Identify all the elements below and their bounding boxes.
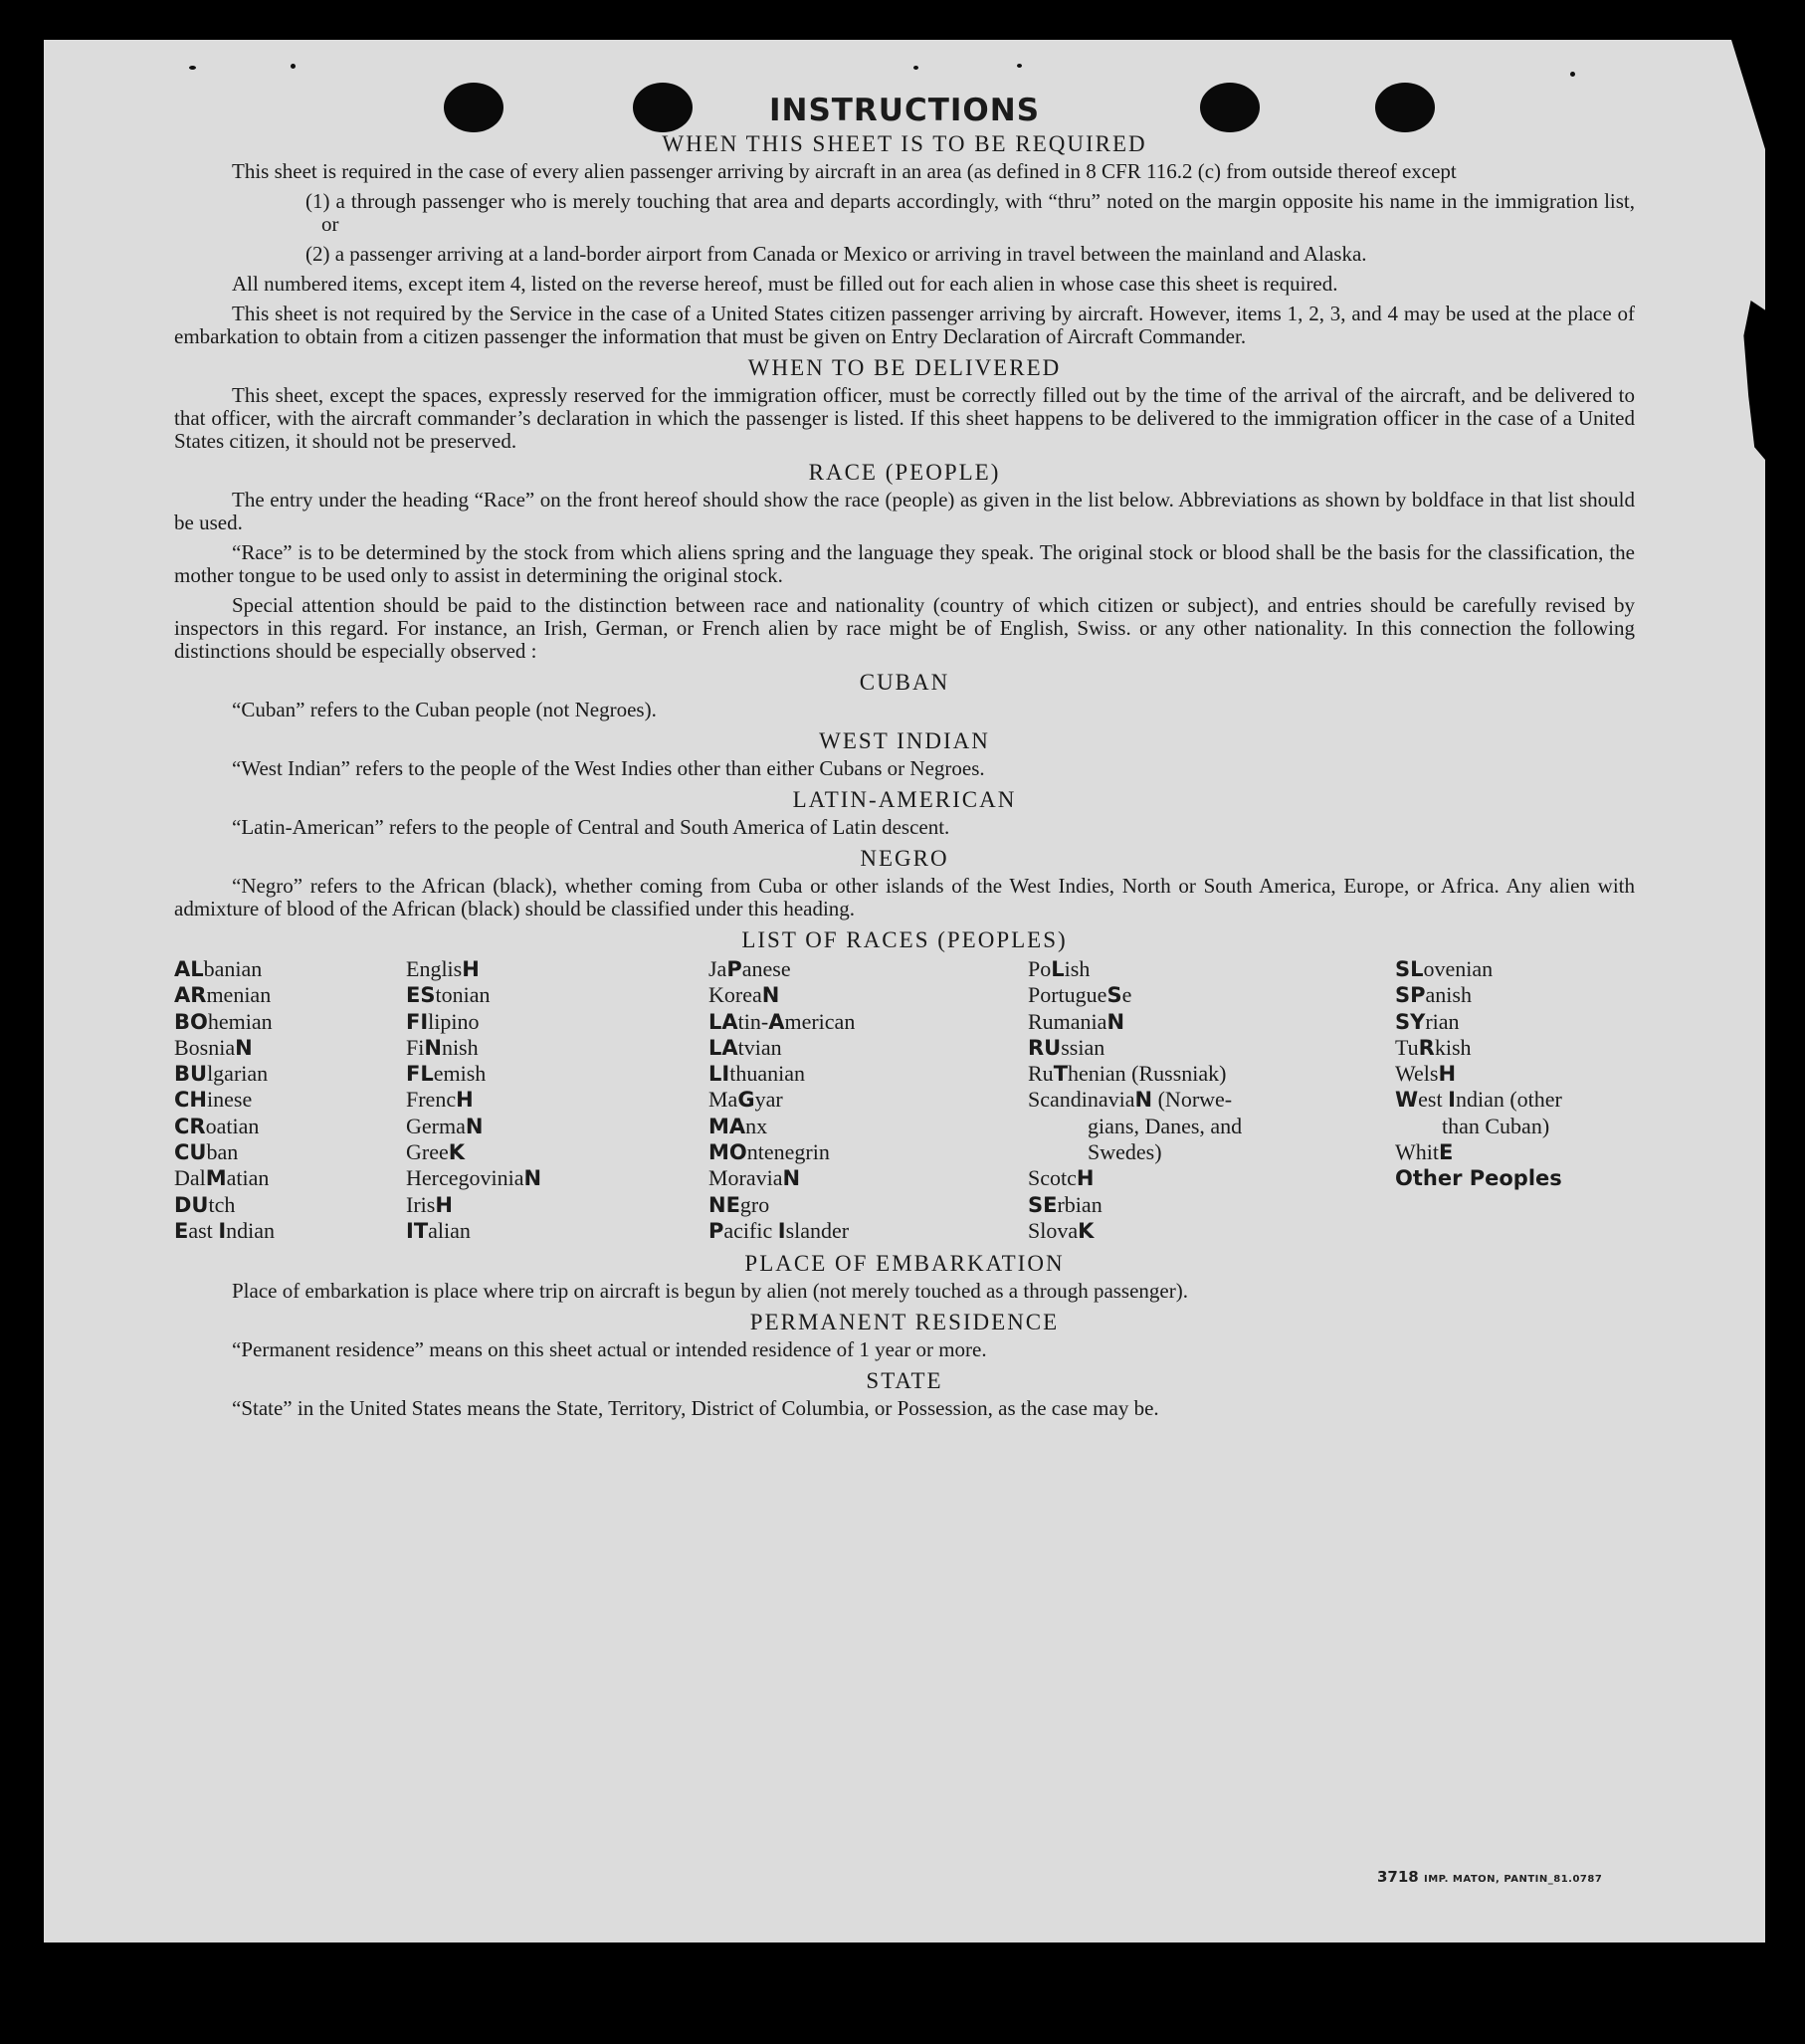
race-item: MaGyar: [708, 1087, 783, 1113]
paragraph: “Race” is to be determined by the stock from which aliens spring and the language they speak. The original stock or blood shall be the basis for the classification, the mother tongue to be used only to assist in determining the original stock.: [174, 540, 1635, 587]
race-item: IrisH: [406, 1191, 453, 1217]
race-item: PoLish: [1028, 956, 1091, 981]
paragraph: The entry under the heading “Race” on the front hereof should show the race (people) as given in the list below. Abbreviations as shown by boldface in that list should be used.: [174, 488, 1635, 534]
section-heading: WHEN TO BE DELIVERED: [747, 355, 1062, 380]
race-item: ScotcH: [1028, 1165, 1095, 1191]
race-item: BUlgarian: [174, 1061, 269, 1087]
section-heading: PERMANENT RESIDENCE: [749, 1310, 1060, 1335]
races-column-1: [174, 956, 406, 1244]
race-item: MOntenegrin: [708, 1139, 830, 1165]
race-item: DUtch: [174, 1191, 236, 1217]
race-item: ARmenian: [174, 982, 272, 1008]
race-item: Pacific Islander: [708, 1217, 850, 1243]
race-item: SPanish: [1395, 982, 1472, 1008]
race-item: BosniaN: [174, 1034, 253, 1060]
race-item: EStonian: [406, 982, 491, 1008]
section-heading: WHEN THIS SHEET IS TO BE REQUIRED: [662, 131, 1147, 156]
section-heading: PLACE OF EMBARKATION: [744, 1251, 1065, 1277]
paragraph: This sheet, except the spaces, expressly reserved for the immigration officer, must be correctly filled out by the time of the arrival of the aircraft, and be delivered to that officer, with the aircraft commander’s declaration in which the passenger is listed. If this sheet happens to be delivered to the immigration officer in the case of a United States citizen, it should not be preserved.: [174, 383, 1635, 453]
race-item: Other Peoples: [1395, 1166, 1562, 1191]
torn-corner: [1731, 40, 1765, 149]
printer-mark: IMP. MATON, PANTIN_81.0787: [1423, 1874, 1603, 1885]
race-item: SYrian: [1395, 1008, 1460, 1034]
section-heading: WEST INDIAN: [819, 728, 990, 753]
speck: [291, 64, 296, 69]
list-heading: LIST OF RACES (PEOPLES): [741, 927, 1068, 952]
section-heading: STATE: [866, 1368, 943, 1394]
race-item: PortugueSe: [1028, 982, 1132, 1008]
races-list: [174, 956, 1635, 1244]
race-item: MoraviaN: [708, 1165, 801, 1191]
exception-item: (1) a through passenger who is merely touching that area and departs accordingly, with “thru” noted on the margin opposite his name in the immigration list, or: [305, 189, 1635, 236]
race-item: CHinese: [174, 1087, 253, 1113]
race-item: FLemish: [406, 1061, 487, 1087]
races-column-5: [1395, 956, 1635, 1244]
race-item: RumaniaN: [1028, 1008, 1125, 1034]
section-heading: LATIN-AMERICAN: [792, 787, 1017, 812]
paragraph: This sheet is required in the case of every alien passenger arriving by aircraft in an area (as defined in 8 CFR 116.2 (c) from outside thereof except: [232, 159, 1457, 183]
race-item: TuRkish: [1395, 1034, 1472, 1060]
page-title: INSTRUCTIONS: [768, 93, 1041, 128]
race-item: ALbanian: [174, 956, 263, 981]
race-item: SErbian: [1028, 1191, 1103, 1217]
race-item: ScandinaviaN (Norwe- gians, Danes, and Swedes): [1028, 1087, 1243, 1165]
race-item: GermaN: [406, 1113, 484, 1138]
race-item: WhitE: [1395, 1139, 1454, 1165]
definition: “Cuban” refers to the Cuban people (not Negroes).: [232, 698, 657, 721]
section-heading: CUBAN: [859, 670, 950, 695]
race-item: MAnx: [708, 1113, 768, 1138]
form-number: 3718: [1377, 1868, 1419, 1886]
speck: [1570, 72, 1575, 77]
race-item: EnglisH: [406, 956, 480, 981]
race-item: SLovenian: [1395, 956, 1494, 981]
race-item: DalMatian: [174, 1165, 270, 1191]
race-item: East Indian: [174, 1217, 276, 1243]
section-heading: RACE (PEOPLE): [808, 460, 1001, 485]
race-item: FiNnish: [406, 1034, 479, 1060]
race-item: CRoatian: [174, 1113, 260, 1138]
race-item: RUssian: [1028, 1034, 1105, 1060]
instructions-content: [174, 93, 1635, 1425]
paragraph: Special attention should be paid to the distinction between race and nationality (country of which citizen or subject), and entries should be carefully revised by inspectors in this regard. For instance, an Irish, German, or French alien by race might be of English, Swiss. or any other nationality. In this connection the following distinctions should be especially observed :: [174, 593, 1635, 663]
race-item: LAtin-American: [708, 1008, 856, 1034]
race-item: CUban: [174, 1139, 239, 1165]
paragraph: Place of embarkation is place where trip on aircraft is begun by alien (not merely touched as a through passenger).: [232, 1279, 1188, 1304]
definition: “State” in the United States means the State, Territory, District of Columbia, or Possession, as the case may be.: [232, 1396, 1159, 1421]
races-column-3: [708, 956, 1028, 1244]
race-item: FIlipino: [406, 1008, 480, 1034]
speck: [913, 66, 918, 70]
section-heading: NEGRO: [860, 846, 949, 871]
paragraph: All numbered items, except item 4, listed on the reverse hereof, must be filled out for each alien in whose case this sheet is required.: [232, 272, 1338, 296]
definition: “Permanent residence” means on this sheet actual or intended residence of 1 year or more.: [232, 1337, 987, 1362]
races-column-4: [1028, 956, 1395, 1244]
race-item: FrencH: [406, 1087, 474, 1113]
race-item: HercegoviniaN: [406, 1165, 542, 1191]
race-item: NEgro: [708, 1191, 770, 1217]
race-item: ITalian: [406, 1217, 471, 1243]
definition: “West Indian” refers to the people of the West Indies other than either Cubans or Negroes.: [232, 756, 985, 780]
race-item: BOhemian: [174, 1008, 273, 1034]
race-item: LAtvian: [708, 1034, 782, 1060]
speck: [1017, 64, 1022, 68]
race-item: SlovaK: [1028, 1217, 1095, 1243]
paragraph: “Negro” refers to the African (black), whether coming from Cuba or other islands of the West Indies, North or South America, Europe, or Africa. Any alien with admixture of blood of the African (black) should be classified under this heading.: [174, 874, 1635, 920]
exception-item: (2) a passenger arriving at a land-border airport from Canada or Mexico or arriving in travel between the mainland and Alaska.: [305, 242, 1367, 266]
form-footer: [1377, 1868, 1602, 1886]
race-item: WelsH: [1395, 1061, 1457, 1087]
speck: [189, 66, 196, 70]
race-item: LIthuanian: [708, 1061, 805, 1087]
paragraph: This sheet is not required by the Service in the case of a United States citizen passenger arriving by aircraft. However, items 1, 2, 3, and 4 may be used at the place of embarkation to obtain from a citizen passenger the information that must be given on Entry Declaration of Aircraft Commander.: [174, 302, 1635, 348]
race-item: West Indian (other than Cuban): [1395, 1087, 1562, 1138]
race-item: JaPanese: [708, 956, 791, 981]
document-sheet: [44, 40, 1765, 1942]
definition: “Latin-American” refers to the people of Central and South America of Latin descent.: [232, 815, 950, 839]
torn-edge: [1741, 301, 1765, 460]
race-item: RuThenian (Russniak): [1028, 1061, 1227, 1087]
race-item: KoreaN: [708, 982, 780, 1008]
race-item: GreeK: [406, 1139, 466, 1165]
races-column-2: [406, 956, 708, 1244]
